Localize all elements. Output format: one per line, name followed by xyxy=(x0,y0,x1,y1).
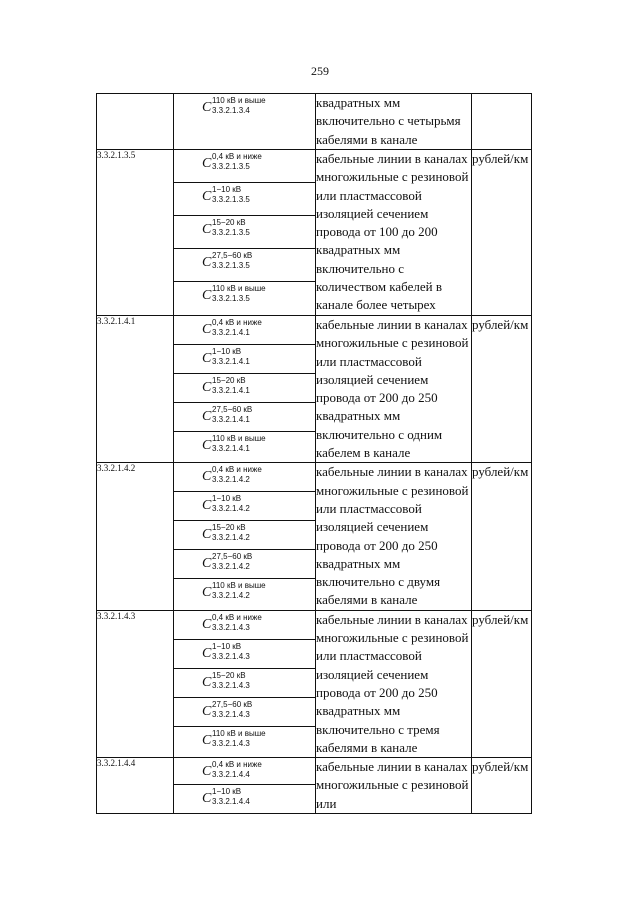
voltage-superscript: 27,5−60 кВ xyxy=(212,552,253,562)
code-subscript: 3.3.2.1.4.4 xyxy=(212,797,250,807)
cost-formula xyxy=(174,579,315,609)
cost-symbol: C xyxy=(202,645,212,661)
voltage-superscript: 0,4 кВ и ниже xyxy=(212,465,262,475)
code-subscript: 3.3.2.1.4.2 xyxy=(212,591,250,601)
voltage-superscript: 1−10 кВ xyxy=(212,641,242,651)
cost-symbol: C xyxy=(202,156,212,171)
cost-symbol: C xyxy=(202,616,212,632)
voltage-superscript: 1−10 кВ xyxy=(212,494,242,504)
cost-symbol: C xyxy=(202,255,212,270)
code-subscript: 3.3.2.1.4.1 xyxy=(212,357,250,366)
voltage-superscript: 0,4 кВ и ниже xyxy=(212,612,262,622)
voltage-superscript: 1−10 кВ xyxy=(212,787,242,797)
code-subscript: 3.3.2.1.4.4 xyxy=(212,770,250,780)
cost-symbol: C xyxy=(202,380,212,395)
row-code: 3.3.2.1.4.1 xyxy=(97,316,174,463)
voltage-superscript: 15−20 кВ xyxy=(212,523,246,533)
code-subscript: 3.3.2.1.3.5 xyxy=(212,261,250,270)
cost-symbol: C xyxy=(202,791,212,807)
cost-formula xyxy=(174,698,315,727)
cost-formula xyxy=(174,550,315,579)
code-subscript: 3.3.2.1.4.2 xyxy=(212,475,250,485)
page-number: 259 xyxy=(311,64,329,78)
voltage-superscript: 110 кВ и выше xyxy=(212,96,266,105)
table-row xyxy=(97,94,532,150)
voltage-superscript: 1−10 кВ xyxy=(212,185,242,194)
table-row xyxy=(97,758,532,814)
voltage-superscript: 110 кВ и выше xyxy=(212,581,266,591)
cost-cell xyxy=(174,150,316,316)
row-code: 3.3.2.1.4.4 xyxy=(97,758,174,814)
table-row xyxy=(97,316,532,463)
voltage-superscript: 110 кВ и выше xyxy=(212,434,266,443)
cost-formula xyxy=(174,374,315,403)
cost-symbol: C xyxy=(202,100,212,115)
code-subscript: 3.3.2.1.4.2 xyxy=(212,504,250,514)
cost-formula xyxy=(174,432,315,462)
row-unit: рублей/км xyxy=(472,463,532,610)
cost-formula xyxy=(174,216,315,249)
code-subscript: 3.3.2.1.4.3 xyxy=(212,651,250,661)
row-description: квадратных мм включительно с четырьмя кабелями в канале xyxy=(316,94,472,150)
voltage-superscript: 1−10 кВ xyxy=(212,347,242,356)
cost-formula xyxy=(174,463,315,492)
voltage-superscript: 110 кВ и выше xyxy=(212,284,266,293)
code-subscript: 3.3.2.1.3.5 xyxy=(212,294,250,303)
cost-symbol: C xyxy=(202,351,212,366)
cost-formula xyxy=(174,345,315,374)
voltage-superscript: 27,5−60 кВ xyxy=(212,251,253,260)
code-subscript: 3.3.2.1.4.3 xyxy=(212,622,250,632)
code-subscript: 3.3.2.1.4.1 xyxy=(212,444,250,453)
cost-symbol: C xyxy=(202,469,212,485)
code-subscript: 3.3.2.1.4.2 xyxy=(212,533,250,543)
cost-formula xyxy=(174,150,315,183)
cost-formula xyxy=(174,611,315,640)
code-subscript: 3.3.2.1.3.5 xyxy=(212,195,250,204)
row-unit: рублей/км xyxy=(472,150,532,316)
cost-cell xyxy=(174,463,316,610)
cost-formula xyxy=(174,640,315,669)
cost-formula xyxy=(174,521,315,550)
row-unit: рублей/км xyxy=(472,316,532,463)
voltage-superscript: 27,5−60 кВ xyxy=(212,405,253,414)
voltage-superscript: 0,4 кВ и ниже xyxy=(212,760,262,770)
row-code xyxy=(97,94,174,150)
tariff-table xyxy=(96,93,532,814)
code-subscript: 3.3.2.1.4.1 xyxy=(212,386,250,395)
voltage-superscript: 0,4 кВ и ниже xyxy=(212,318,262,327)
code-subscript: 3.3.2.1.4.2 xyxy=(212,562,250,572)
cost-symbol: C xyxy=(202,322,212,337)
code-subscript: 3.3.2.1.4.1 xyxy=(212,328,250,337)
cost-cell xyxy=(174,758,316,814)
cost-symbol: C xyxy=(202,527,212,543)
row-description: кабельные линии в каналах многожильные с резиновой или пластмассовой изоляцией сечением провода от 200 до 250 квадратных мм включительно с тремя кабелями в канале xyxy=(316,610,472,757)
cost-symbol: C xyxy=(202,703,212,719)
cost-formula xyxy=(174,249,315,282)
voltage-superscript: 27,5−60 кВ xyxy=(212,699,253,709)
table-row xyxy=(97,610,532,757)
cost-symbol: C xyxy=(202,438,212,453)
row-code: 3.3.2.1.4.2 xyxy=(97,463,174,610)
row-description: кабельные линии в каналах многожильные с резиновой или пластмассовой изоляцией сечением провода от 100 до 200 квадратных мм включительно с количеством кабелей в канале более четырех xyxy=(316,150,472,316)
cost-formula xyxy=(174,785,315,813)
voltage-superscript: 15−20 кВ xyxy=(212,670,246,680)
cost-symbol: C xyxy=(202,556,212,572)
cost-formula xyxy=(174,94,315,149)
cost-symbol: C xyxy=(202,288,212,303)
cost-formula xyxy=(174,316,315,345)
row-description: кабельные линии в каналах многожильные с резиновой или пластмассовой изоляцией сечением провода от 200 до 250 квадратных мм включительно с двумя кабелями в канале xyxy=(316,463,472,610)
cost-symbol: C xyxy=(202,189,212,204)
cost-formula xyxy=(174,727,315,757)
code-subscript: 3.3.2.1.3.4 xyxy=(212,106,250,115)
cost-formula xyxy=(174,492,315,521)
row-description: кабельные линии в каналах многожильные с резиновой или пластмассовой изоляцией сечением провода от 200 до 250 квадратных мм включительно с одним кабелем в канале xyxy=(316,316,472,463)
cost-formula xyxy=(174,403,315,432)
row-unit: рублей/км xyxy=(472,610,532,757)
code-subscript: 3.3.2.1.4.1 xyxy=(212,415,250,424)
voltage-superscript: 15−20 кВ xyxy=(212,218,246,227)
cost-symbol: C xyxy=(202,585,212,601)
voltage-superscript: 15−20 кВ xyxy=(212,376,246,385)
cost-symbol: C xyxy=(202,674,212,690)
row-code: 3.3.2.1.4.3 xyxy=(97,610,174,757)
code-subscript: 3.3.2.1.4.3 xyxy=(212,680,250,690)
cost-symbol: C xyxy=(202,764,212,780)
row-code: 3.3.2.1.3.5 xyxy=(97,150,174,316)
cost-symbol: C xyxy=(202,409,212,424)
cost-formula xyxy=(174,282,315,315)
voltage-superscript: 0,4 кВ и ниже xyxy=(212,152,262,161)
table-row xyxy=(97,150,532,316)
cost-formula xyxy=(174,758,315,785)
cost-formula xyxy=(174,669,315,698)
code-subscript: 3.3.2.1.4.3 xyxy=(212,738,250,748)
cost-cell xyxy=(174,610,316,757)
row-description: кабельные линии в каналах многожильные с резиновой или xyxy=(316,758,472,814)
cost-formula xyxy=(174,183,315,216)
cost-cell xyxy=(174,94,316,150)
voltage-superscript: 110 кВ и выше xyxy=(212,728,266,738)
cost-symbol: C xyxy=(202,732,212,748)
code-subscript: 3.3.2.1.3.5 xyxy=(212,162,250,171)
cost-symbol: C xyxy=(202,222,212,237)
code-subscript: 3.3.2.1.4.3 xyxy=(212,709,250,719)
row-unit: рублей/км xyxy=(472,758,532,814)
cost-symbol: C xyxy=(202,498,212,514)
cost-cell xyxy=(174,316,316,463)
code-subscript: 3.3.2.1.3.5 xyxy=(212,228,250,237)
row-unit xyxy=(472,94,532,150)
table-row xyxy=(97,463,532,610)
